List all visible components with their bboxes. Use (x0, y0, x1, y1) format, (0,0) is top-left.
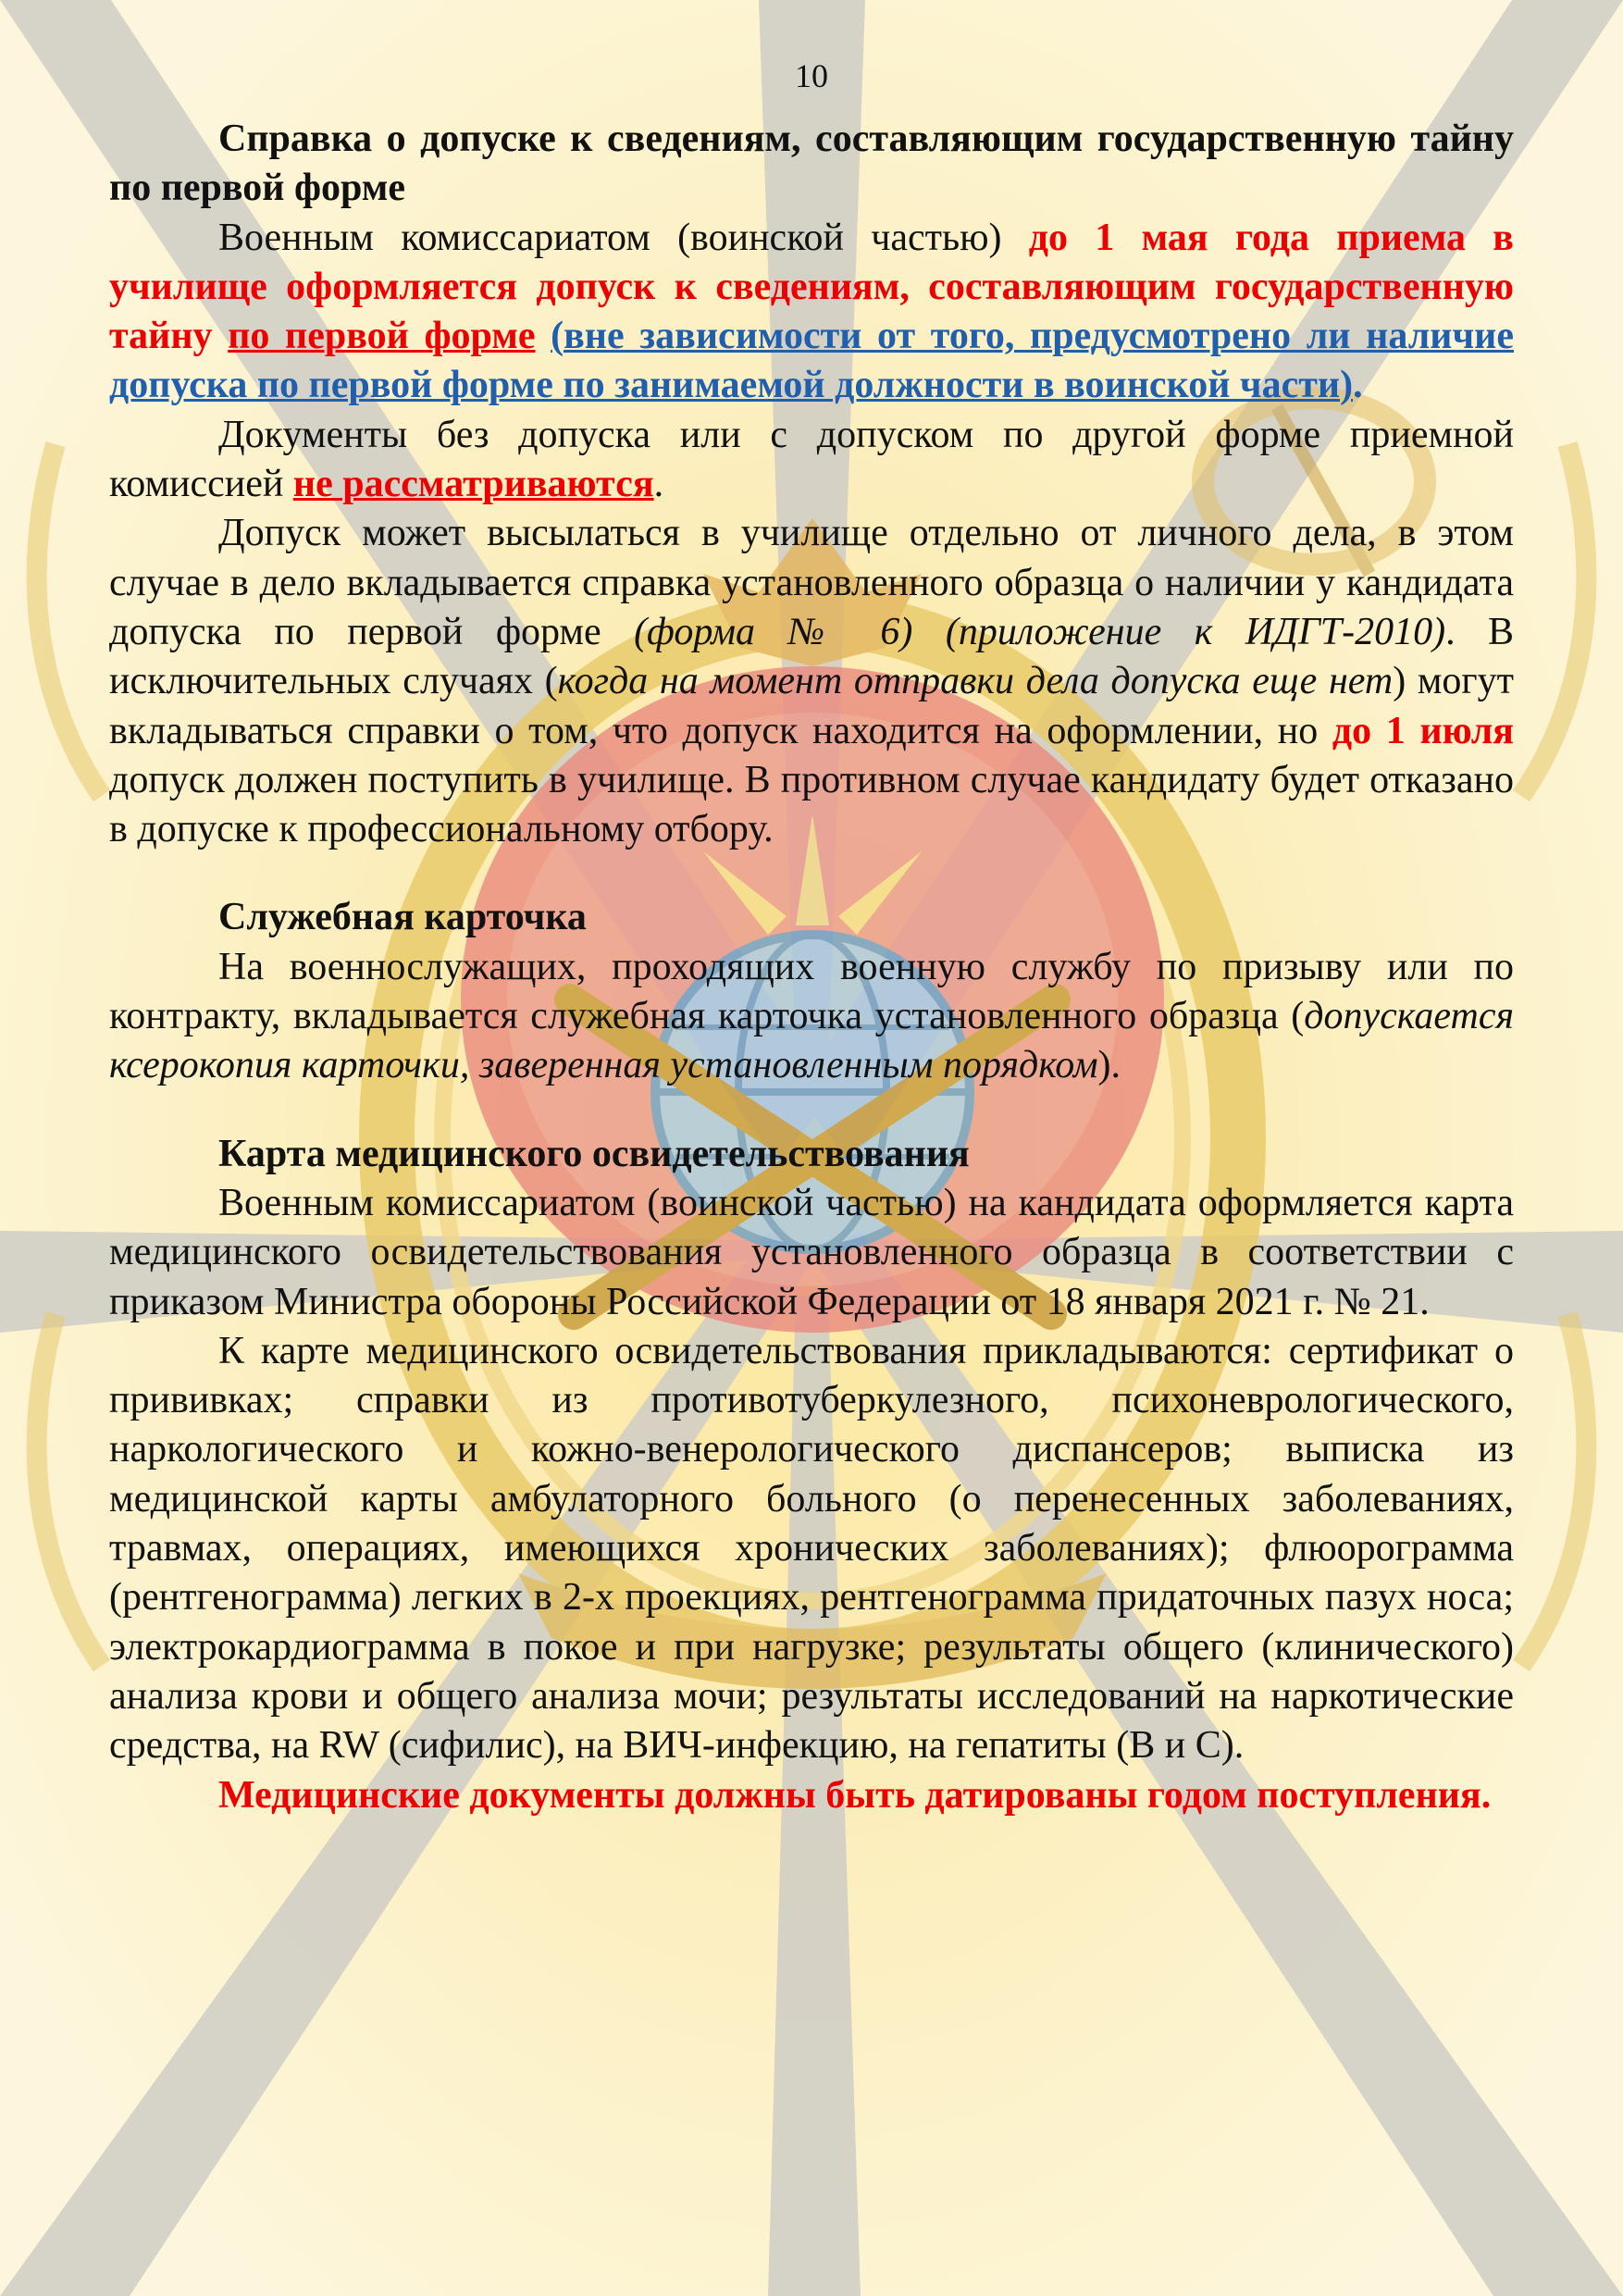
document-page (109, 56, 1514, 1820)
medical-paragraph-1: Военным комиссариатом (воинской частью) на кандидата оформляется карта медицинского освидетельствования установленного образца в соответствии с приказом Министра обороны Российской Федерации от 18 января 2021 г. № 21. (109, 1181, 1514, 1323)
clearance-paragraph-2 (109, 411, 1514, 510)
medical-paragraph-2: К карте медицинского освидетельствования прикладываются: сертификат о прививках; справки из противотуберкулезного, психоневрологического, наркологического и кожно-венерологического диспансеров; выписка из медицинской карты амбулаторного больного (о перенесенных заболеваниях, травмах, операциях, имеющихся хронических заболеваниях); флюорограмма (рентгенограмма) легких в 2-х проекциях, рентгенограмма придаточных пазух носа; электрокардиограмма в покое и при нагрузке; результаты общего (клинического) анализа крови и общего анализа мочи; результаты исследований на наркотические средства, на RW (сифилис), на ВИЧ-инфекцию, на гепатиты (В и С). (109, 1329, 1514, 1768)
highlight-red-underline: по первой форме (228, 315, 536, 358)
section-heading-clearance: Справка о допуске к сведениям, составляющим государственную тайну по первой форме (109, 118, 1514, 210)
highlight-red: до 1 мая года приема в училище оформляется допуск к сведениям, составляющим государственную тайну (109, 216, 1514, 358)
italic-text: (форма № 6) (приложение к ИДГТ-2010) (634, 610, 1446, 653)
highlight-red-underline: не рассматриваются (292, 463, 654, 506)
clearance-paragraph-1 (109, 214, 1514, 411)
section-heading-service-card: Служебная карточка (218, 896, 587, 939)
text-run: ) могут вкладываться справки о том, что допуск находится на оформлении, но (109, 660, 1514, 752)
text-run: . (653, 463, 664, 506)
highlight-blue-underline: (вне зависимости от того, предусмотрено ли наличие допуска по первой форме по занимаемой должности в воинской части) (109, 315, 1514, 407)
service-card-paragraph (109, 943, 1514, 1091)
highlight-blue: . (1353, 364, 1363, 407)
text-run: Документы без допуска или с допуском по другой форме приемной комиссией (109, 413, 1514, 506)
text-run: Допуск может высылаться в училище отдельно от личного дела, в этом случае в дело вкладывается справка установленного образца о наличии у кандидата допуска по первой форме (109, 512, 1514, 653)
clearance-paragraph-3 (109, 509, 1514, 854)
text-run: ). (1097, 1044, 1121, 1087)
italic-text: когда на момент отправки дела допуска еще нет (557, 660, 1394, 703)
medical-paragraph-3-warning: Медицинские документы должны быть датированы годом поступления. (218, 1773, 1492, 1817)
section-spacer (109, 854, 1514, 893)
text-run: Военным комиссариатом (воинской частью) (218, 216, 1029, 259)
text-run: допуск должен поступить в училище. В противном случае кандидату будет отказано в допуске к профессиональному отбору. (109, 758, 1514, 851)
page-number: 10 (795, 57, 828, 94)
highlight-red: до 1 июля (1332, 709, 1514, 752)
italic-text: допускается ксерокопия карточки, заверенная установленным порядком (109, 995, 1514, 1087)
text-run (536, 315, 551, 357)
section-heading-medical: Карта медицинского освидетельствования (218, 1132, 970, 1175)
text-run: . В исключительных случаях ( (109, 610, 1515, 703)
section-spacer (109, 1091, 1514, 1130)
text-run: На военнослужащих, проходящих военную службу по призыву или по контракту, вкладывается служебная карточка установленного образца ( (109, 945, 1514, 1038)
